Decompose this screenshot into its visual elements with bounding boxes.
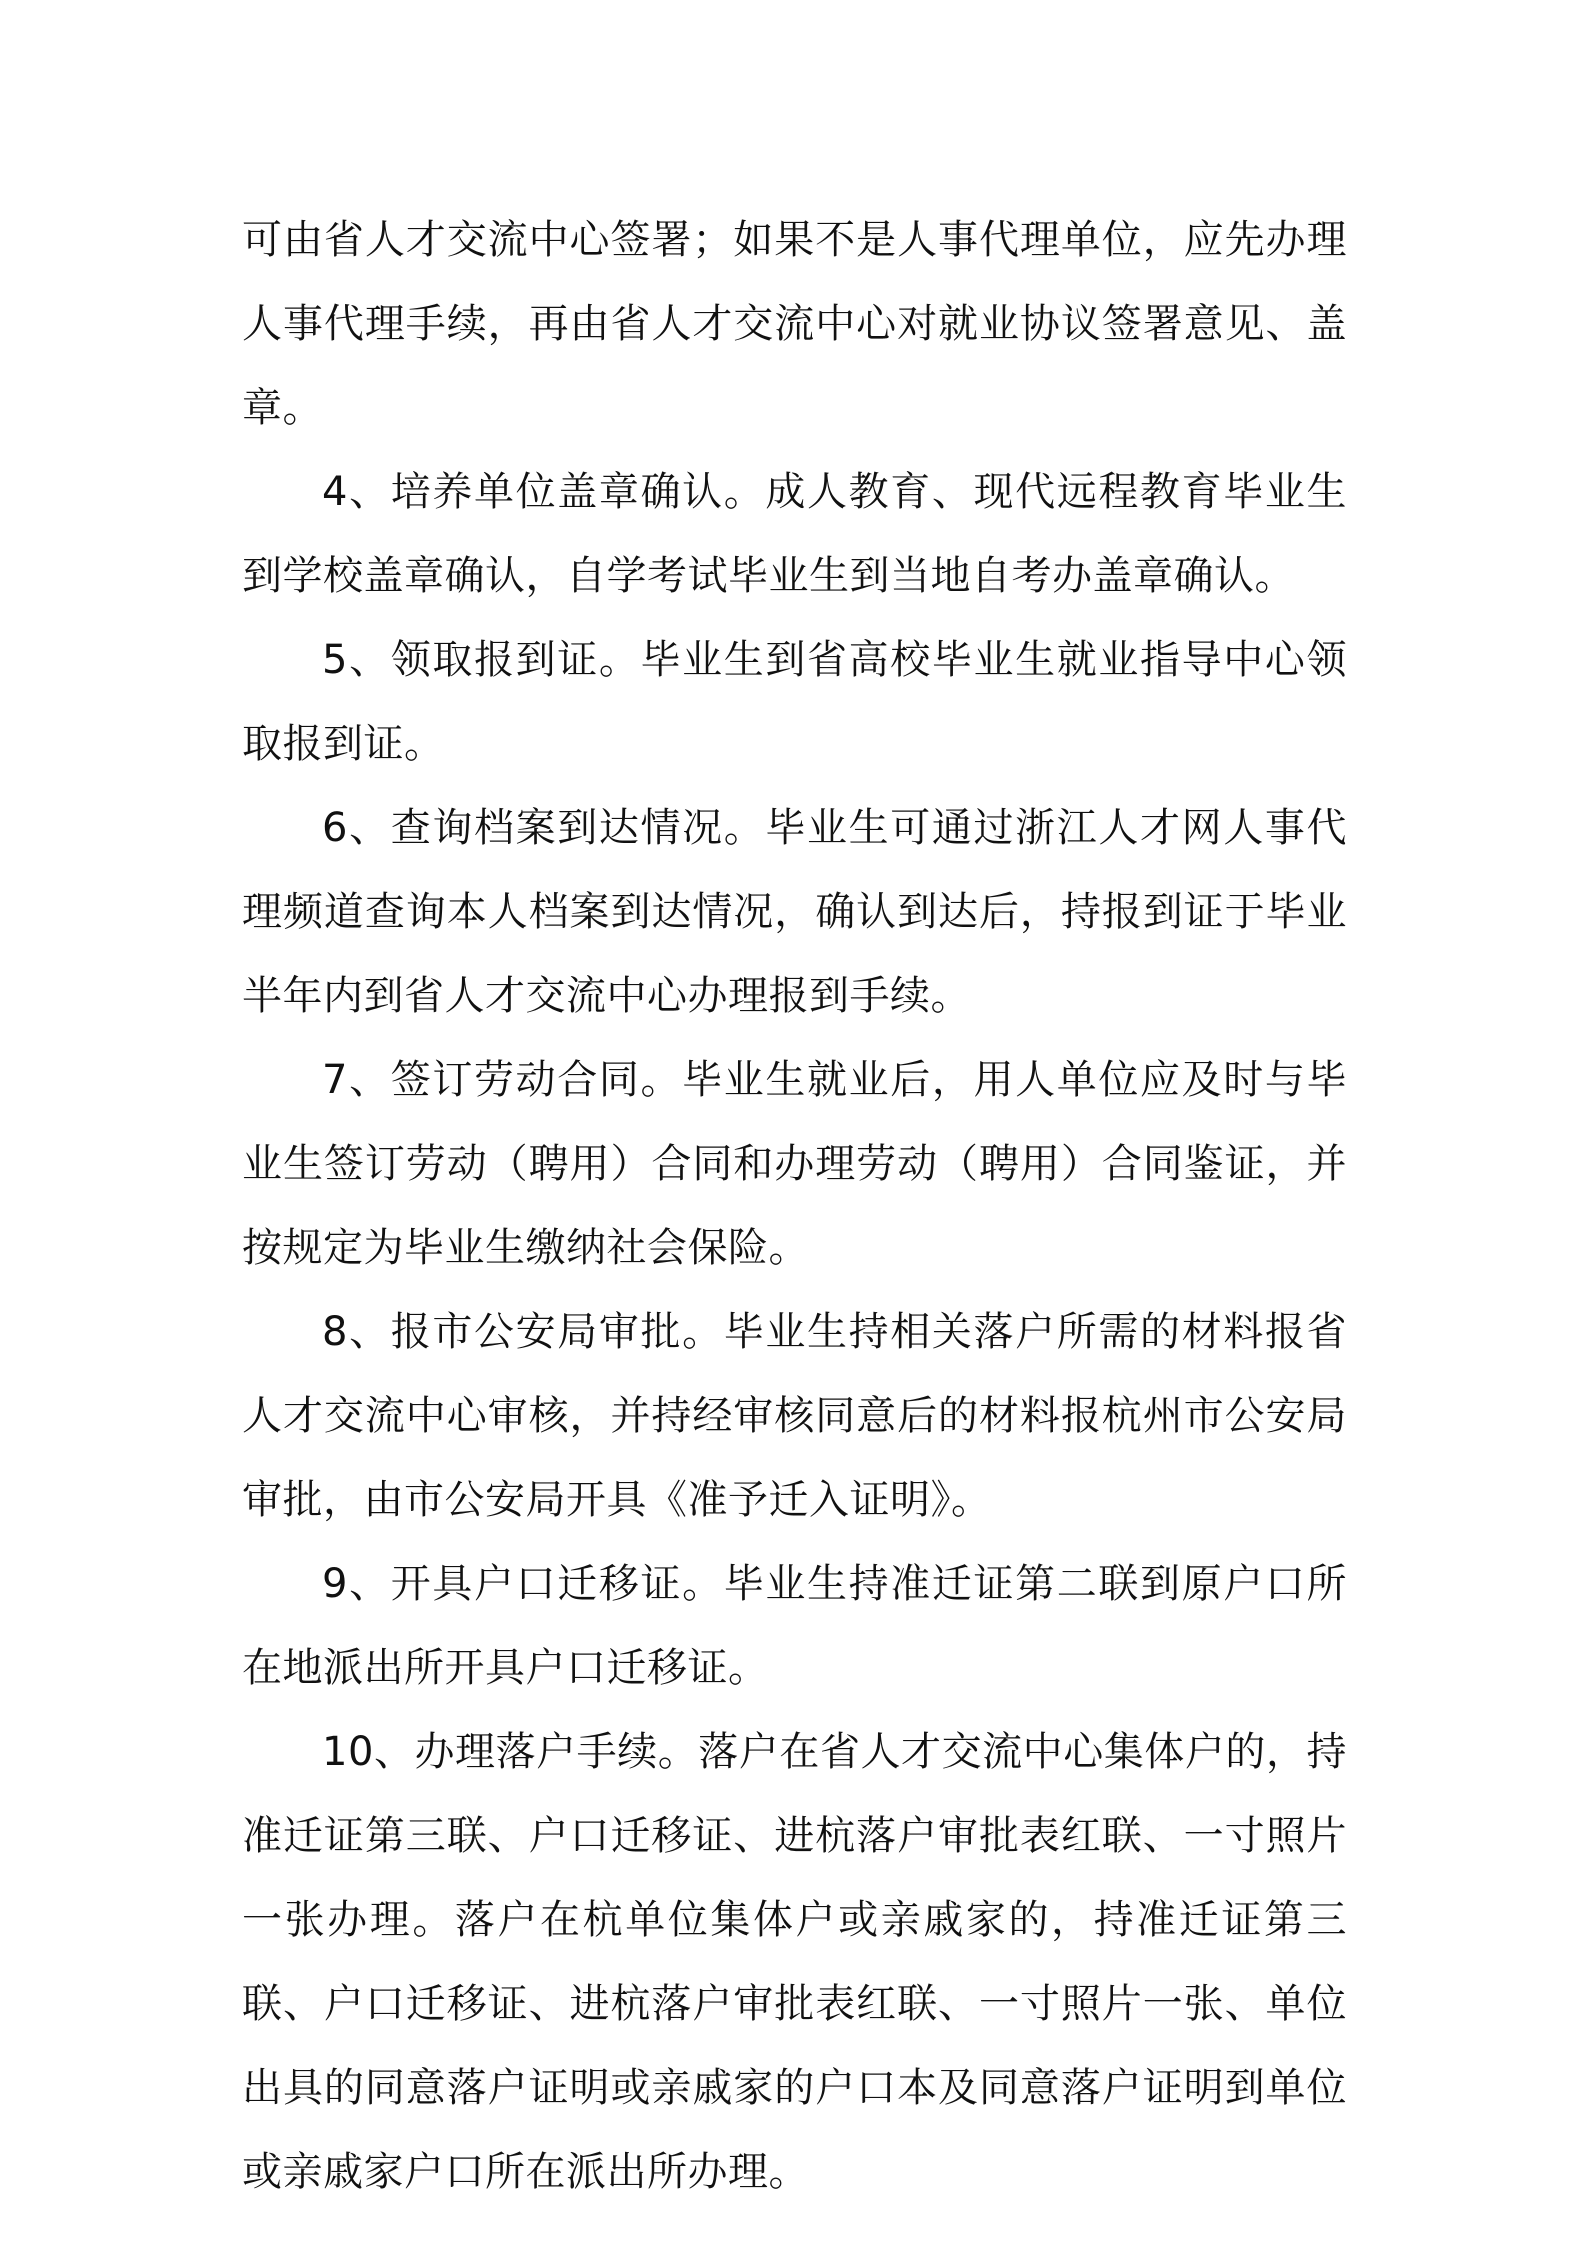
paragraph-continuation: 可由省人才交流中心签署；如果不是人事代理单位，应先办理人事代理手续，再由省人才交流中心对就业协议签署意见、盖章。 xyxy=(242,217,1347,431)
paragraph-item-7: 7、签订劳动合同。毕业生就业后，用人单位应及时与毕业生签订劳动（聘用）合同和办理劳动（聘用）合同鉴证，并按规定为毕业生缴纳社会保险。 xyxy=(242,1057,1347,1271)
paragraph-item-10: 10、办理落户手续。落户在省人才交流中心集体户的，持准迁证第三联、户口迁移证、进杭落户审批表红联、一寸照片一张办理。落户在杭单位集体户或亲戚家的，持准迁证第三联、户口迁移证、进杭落户审批表红联、一寸照片一张、单位出具的同意落户证明或亲戚家的户口本及同意落户证明到单位或亲戚家户口所在派出所办理。 xyxy=(242,1729,1347,2195)
paragraph-item-9: 9、开具户口迁移证。毕业生持准迁证第二联到原户口所在地派出所开具户口迁移证。 xyxy=(242,1561,1347,1691)
paragraph-item-4: 4、培养单位盖章确认。成人教育、现代远程教育毕业生到学校盖章确认，自学考试毕业生到当地自考办盖章确认。 xyxy=(242,469,1347,599)
paragraph-item-5: 5、领取报到证。毕业生到省高校毕业生就业指导中心领取报到证。 xyxy=(242,637,1347,767)
document-body xyxy=(242,198,1347,2214)
paragraph-item-6: 6、查询档案到达情况。毕业生可通过浙江人才网人事代理频道查询本人档案到达情况，确认到达后，持报到证于毕业半年内到省人才交流中心办理报到手续。 xyxy=(242,805,1347,1019)
paragraph-item-8: 8、报市公安局审批。毕业生持相关落户所需的材料报省人才交流中心审核，并持经审核同意后的材料报杭州市公安局审批，由市公安局开具《准予迁入证明》。 xyxy=(242,1309,1347,1523)
